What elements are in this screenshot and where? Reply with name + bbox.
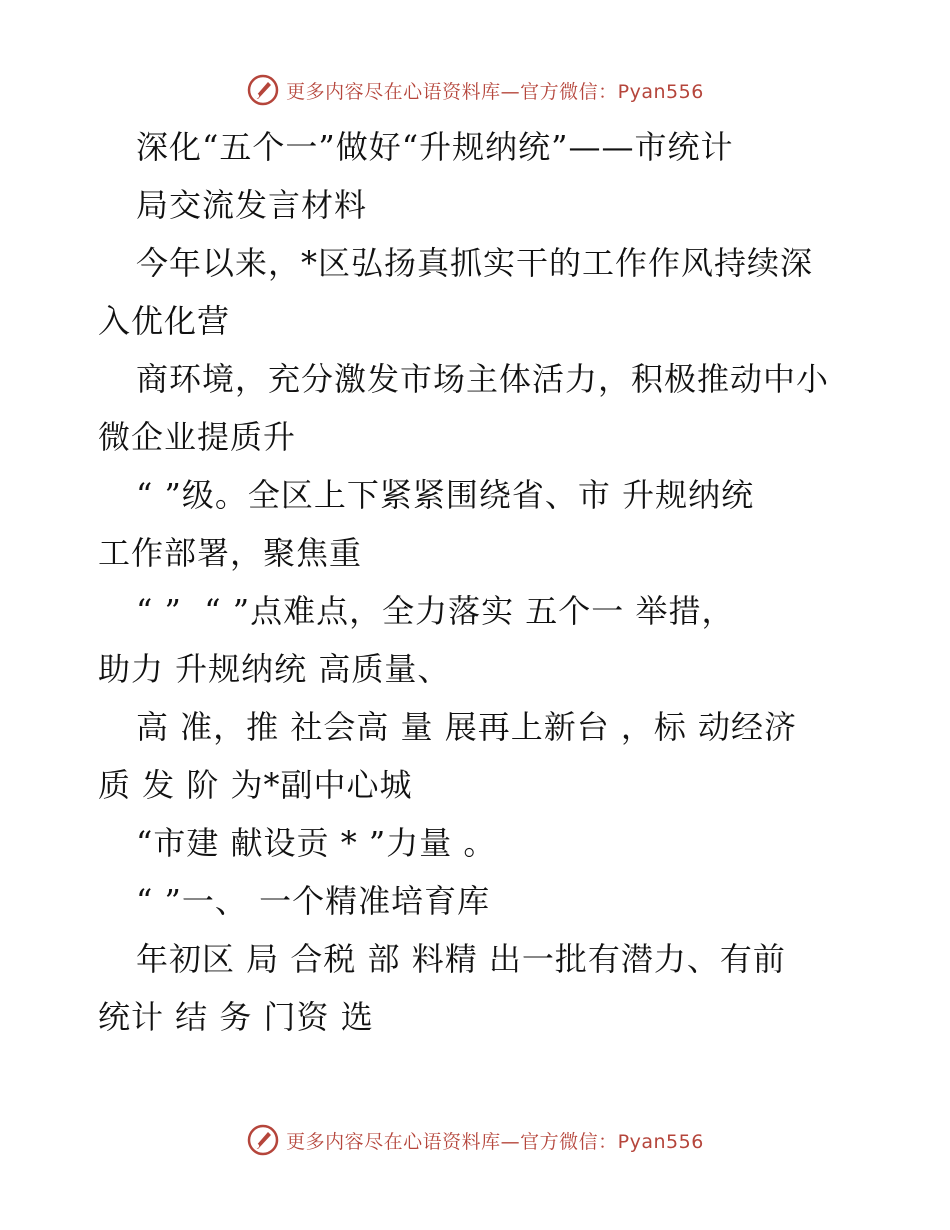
header-watermark-banner <box>0 70 950 110</box>
doc-line: 统计 结 务 门资 选 <box>98 998 374 1036</box>
doc-line: 质 发 阶 为*副中心城 <box>98 766 413 804</box>
watermark-text: 更多内容尽在心语资料库—官方微信：Pyan556 <box>286 1130 704 1153</box>
document-body <box>98 118 858 1046</box>
pen-seal-logo-icon <box>246 73 280 107</box>
doc-line: 助力 升规纳统 高质量、 <box>98 650 451 688</box>
watermark-text: 更多内容尽在心语资料库—官方微信：Pyan556 <box>286 80 704 103</box>
doc-line: 深化“五个一”做好“升规纳统”——市统计 <box>136 128 734 166</box>
doc-line: “市建 献设贡 * ”力量 。 <box>136 824 497 862</box>
doc-line: 工作部署，聚焦重 <box>98 534 363 572</box>
doc-line: 年初区 局 合税 部 料精 出一批有潜力、有前 <box>136 940 786 978</box>
footer-watermark-banner <box>0 1120 950 1160</box>
doc-line: “ ”一、 一个精准培育库 <box>136 882 491 920</box>
pen-seal-logo-icon <box>246 1123 280 1157</box>
doc-line: 高 准，推 社会高 量 展再上新台 ，标 动经济 <box>136 708 798 746</box>
doc-line: “ ” “ ”点难点，全力落实 五个一 举措， <box>136 592 735 630</box>
doc-line: 局交流发言材料 <box>136 186 368 224</box>
doc-line: 今年以来，*区弘扬真抓实干的工作作风持续深 <box>136 244 814 282</box>
doc-line: 商环境，充分激发市场主体活力，积极推动中小 <box>136 360 830 398</box>
doc-line: “ ”级。全区上下紧紧围绕省、市 升规纳统 <box>136 476 755 514</box>
doc-line: 入优化营 <box>98 302 231 340</box>
doc-line: 微企业提质升 <box>98 418 297 456</box>
